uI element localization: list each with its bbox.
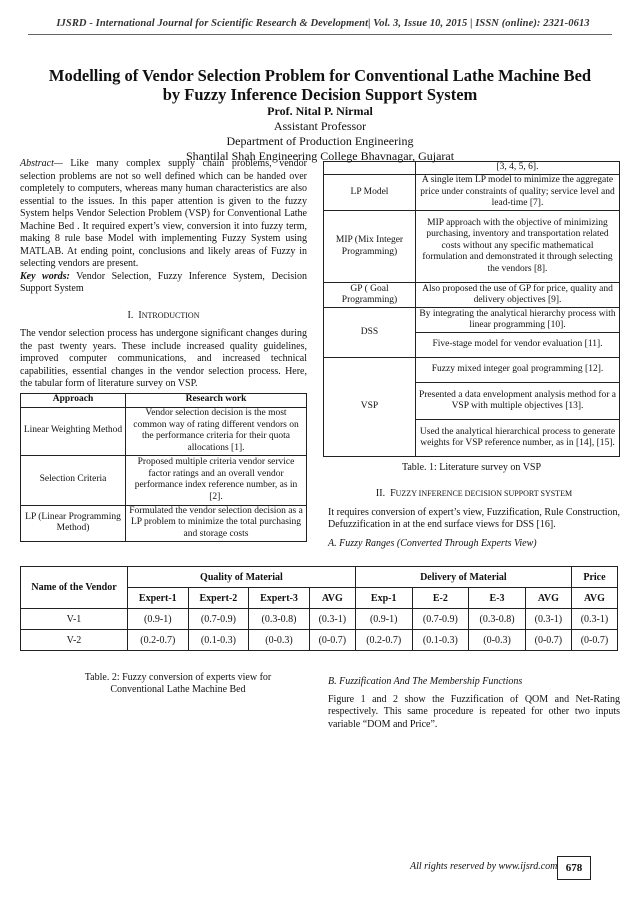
table-1-left	[20, 393, 307, 542]
table-2-subheader: Exp-1	[355, 588, 412, 609]
table-row-work: Proposed multiple criteria vendor service factor ratings and an overall vendor performance index reference number, as in [2].	[126, 455, 307, 505]
table-1-right	[323, 161, 620, 457]
table-cell: (0-0.7)	[525, 630, 571, 651]
page-number: 678	[557, 856, 591, 880]
table-1-header-approach: Approach	[21, 393, 126, 407]
paper-title: Modelling of Vendor Selection Problem for Conventional Lathe Machine Bed by Fuzzy Inference Decision Support System	[48, 66, 592, 104]
left-column	[20, 158, 307, 542]
table-cell: (0.3-1)	[525, 609, 571, 630]
table-2-caption: Table. 2: Fuzzy conversion of experts view for Conventional Lathe Machine Bed	[84, 672, 272, 695]
table-cell: (0.2-0.7)	[128, 630, 189, 651]
table-2-subheader: Expert-2	[188, 588, 249, 609]
table-2-group-quality: Quality of Material	[128, 567, 356, 588]
table-row-work: Vendor selection decision is the most common way of rating different vendors on the performance criteria for their quota allocations [1].	[126, 407, 307, 455]
section-1-text: The vendor selection process has undergone significant changes during the past twenty years. These include increased quality guidelines, improved computer communications, and increased technical capabilities, essential changes in the vendor selection process. Here, the tabular form of literature survey on VSP.	[20, 328, 307, 389]
footer-rights: All rights reserved by www.ijsrd.com	[410, 861, 558, 872]
table-cell: (0.9-1)	[128, 609, 189, 630]
table-row-approach: Linear Weighting Method	[21, 407, 126, 455]
table-cell: (0-0.7)	[309, 630, 355, 651]
table-row-work: Also proposed the use of GP for price, quality and delivery objectives [9].	[416, 283, 620, 308]
table-cell-vendor: V-1	[21, 609, 128, 630]
keywords	[20, 271, 307, 296]
table-2-subheader: Expert-3	[249, 588, 310, 609]
table-row	[21, 609, 618, 630]
subsection-a-heading	[328, 538, 620, 551]
table-2-name-header: Name of the Vendor	[21, 567, 128, 609]
table-row-approach: VSP	[324, 358, 416, 457]
table-cell: (0.9-1)	[355, 609, 412, 630]
journal-header: IJSRD - International Journal for Scientific Research & Development| Vol. 3, Issue 10, 2015 | ISSN (online): 2321-0613	[56, 18, 590, 29]
subsection-a-title: A. Fuzzy Ranges (Converted Through Experts View)	[328, 537, 537, 549]
table-row-approach: MIP (Mix Integer Programming)	[324, 211, 416, 283]
table-row-approach: GP ( Goal Programming)	[324, 283, 416, 308]
table-cell: (0.2-0.7)	[355, 630, 412, 651]
table-row-work: A single item LP model to minimize the aggregate price under constraints of quality; service level and lead-time [7].	[416, 175, 620, 211]
section-2-initial: F	[390, 488, 396, 499]
table-cell: (0.7-0.9)	[188, 609, 249, 630]
table-cell: (0.3-1)	[309, 609, 355, 630]
section-1-number: I.	[127, 309, 134, 321]
table-row-work: Presented a data envelopment analysis method for a VSP with multiple objectives [13].	[416, 383, 620, 420]
table-cell-empty	[324, 162, 416, 175]
table-2-subheader: E-3	[469, 588, 526, 609]
table-cell: (0.3-1)	[571, 609, 617, 630]
section-2-text: It requires conversion of expert’s view, Fuzzification, Rule Construction, Defuzzification in at the end surface views for DSS [16].	[328, 506, 620, 530]
keywords-label: Key words:	[20, 270, 70, 282]
subsection-b	[328, 676, 620, 731]
table-1-cont: [3, 4, 5, 6].	[416, 162, 620, 175]
table-cell: (0.3-0.8)	[249, 609, 310, 630]
table-1-header-work: Research work	[126, 393, 307, 407]
author-block	[40, 104, 600, 164]
table-2-subheader: Expert-1	[128, 588, 189, 609]
table-row	[21, 630, 618, 651]
abstract	[20, 158, 307, 271]
abstract-text: Like many complex supply chain problems, vendor selection problems are not so well defined which can be handed over completely to computers, whereas many human characteristics are also essential to the issues. In this paper attention is given to the fuzzy System helps Vendor Selection Problem (VSP) for Conventional Lathe Machine Bed . It required expert’s view, conversion it into fuzzy term, making 8 rule base Model with implementing Fuzzy System using MATLAB. At ending point, conclusions and likely areas of Fuzzy in selecting vendors are present.	[20, 158, 307, 269]
table-row-work: Formulated the vendor selection decision as a LP problem to minimize the total purchasing and storage costs	[126, 505, 307, 541]
table-row-approach: Selection Criteria	[21, 455, 126, 505]
table-row-approach: DSS	[324, 308, 416, 358]
table-cell: (0.7-0.9)	[412, 609, 469, 630]
header-rule	[28, 34, 612, 35]
table-2	[20, 566, 618, 651]
table-row-work: Fuzzy mixed integer goal programming [12].	[416, 358, 620, 383]
table-cell: (0-0.3)	[469, 630, 526, 651]
table-2-group-delivery: Delivery of Material	[355, 567, 571, 588]
right-column	[328, 488, 620, 550]
table-cell: (0-0.7)	[571, 630, 617, 651]
table-row-work: By integrating the analytical hierarchy process with linear programming [10].	[416, 308, 620, 333]
table-row-approach: LP (Linear Programming Method)	[21, 505, 126, 541]
section-1-rest: NTRODUCTION	[141, 310, 200, 320]
section-2-heading	[328, 488, 620, 501]
section-2-rest: UZZY INFERENCE DECISION SUPPORT SYSTEM	[395, 489, 573, 498]
section-1-initial: I	[138, 309, 142, 321]
table-row-work: Used the analytical hierarchical process to generate weights for VSP reference number, as in [14], [15].	[416, 420, 620, 457]
table-1-caption: Table. 1: Literature survey on VSP	[401, 462, 542, 473]
abstract-label: Abstract—	[20, 158, 63, 169]
subsection-b-text: Figure 1 and 2 show the Fuzzification of QOM and Net-Rating respectively. This same procedure is repeated for other two inputs variable “DOM and Price”.	[328, 693, 620, 730]
table-2-subheader: AVG	[571, 588, 617, 609]
author-college: Shantilal Shah Engineering College Bhavnagar, Gujarat	[185, 149, 455, 163]
subsection-b-title: B. Fuzzification And The Membership Functions	[328, 676, 523, 687]
table-2-subheader: AVG	[309, 588, 355, 609]
section-2-number: II.	[375, 488, 386, 499]
table-2-subheader: AVG	[525, 588, 571, 609]
subsection-b-heading	[328, 676, 620, 689]
author-position: Assistant Professor	[273, 119, 367, 133]
table-2-group-price: Price	[571, 567, 617, 588]
table-cell: (0.1-0.3)	[188, 630, 249, 651]
table-cell: (0.3-0.8)	[469, 609, 526, 630]
section-1-heading	[20, 310, 307, 323]
author-department: Department of Production Engineering	[226, 134, 414, 148]
keywords-text: Vendor Selection, Fuzzy Inference System, Decision Support System	[20, 270, 307, 294]
table-cell: (0.1-0.3)	[412, 630, 469, 651]
table-2-subheader: E-2	[412, 588, 469, 609]
table-cell-vendor: V-2	[21, 630, 128, 651]
author-name: Prof. Nital P. Nirmal	[267, 104, 373, 118]
table-cell: (0-0.3)	[249, 630, 310, 651]
table-row-work: Five-stage model for vendor evaluation [11].	[416, 333, 620, 358]
table-row-work: MIP approach with the objective of minimizing purchasing, inventory and transportation related costs without any specific mathematical formulation and demonstrated it through selecting the vendors [8].	[416, 211, 620, 283]
table-row-approach: LP Model	[324, 175, 416, 211]
